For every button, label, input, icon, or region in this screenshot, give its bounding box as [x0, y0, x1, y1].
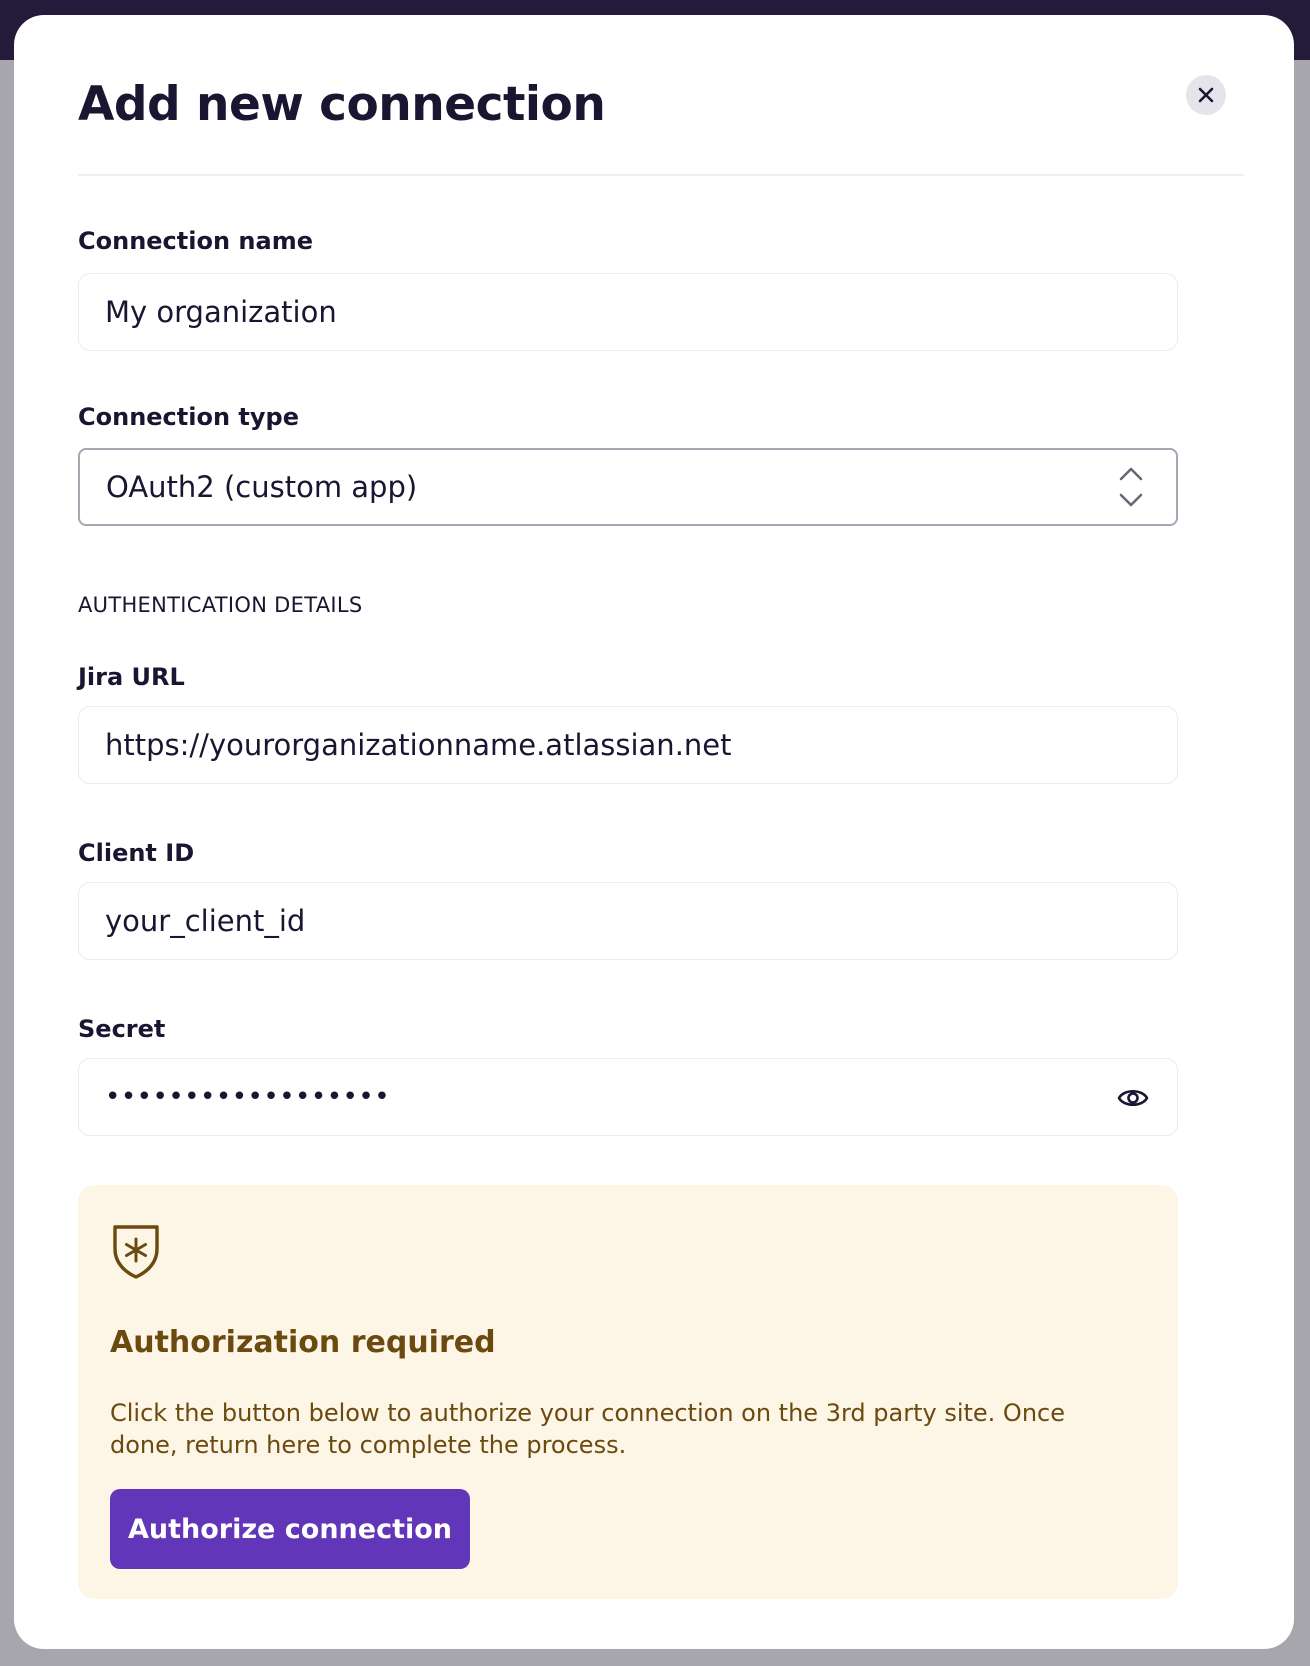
close-icon [1198, 87, 1214, 103]
shield-asterisk-icon [108, 1221, 164, 1281]
jira-url-input[interactable] [78, 706, 1178, 784]
secret-label: Secret [78, 1015, 166, 1043]
authorization-alert [78, 1185, 1178, 1599]
secret-input[interactable] [78, 1058, 1178, 1136]
jira-url-value: https://yourorganizationname.atlassian.net [105, 728, 732, 762]
alert-message: Click the button below to authorize your connection on the 3rd party site. Once done, return here to complete the process. [110, 1399, 1065, 1459]
eye-icon[interactable] [1117, 1084, 1149, 1112]
client-id-input[interactable] [78, 882, 1178, 960]
connection-type-value: OAuth2 (custom app) [106, 470, 418, 504]
chevron-up-down-icon [1116, 465, 1146, 509]
add-connection-modal [14, 15, 1294, 1649]
close-button[interactable] [1186, 75, 1226, 115]
authorize-connection-button[interactable]: Authorize connection [110, 1489, 470, 1569]
client-id-value: your_client_id [105, 904, 306, 938]
jira-url-label: Jira URL [78, 663, 185, 691]
connection-name-input[interactable] [78, 273, 1178, 351]
secret-value: •••••••••••••••••• [105, 1082, 391, 1112]
header-divider [78, 174, 1244, 176]
client-id-label: Client ID [78, 839, 195, 867]
connection-type-label: Connection type [78, 403, 299, 431]
modal-title: Add new connection [78, 77, 606, 132]
connection-name-value: My organization [105, 295, 337, 329]
alert-title: Authorization required [110, 1325, 496, 1360]
authentication-details-heading: AUTHENTICATION DETAILS [78, 593, 363, 617]
connection-type-select[interactable] [78, 448, 1178, 526]
connection-name-label: Connection name [78, 227, 313, 255]
